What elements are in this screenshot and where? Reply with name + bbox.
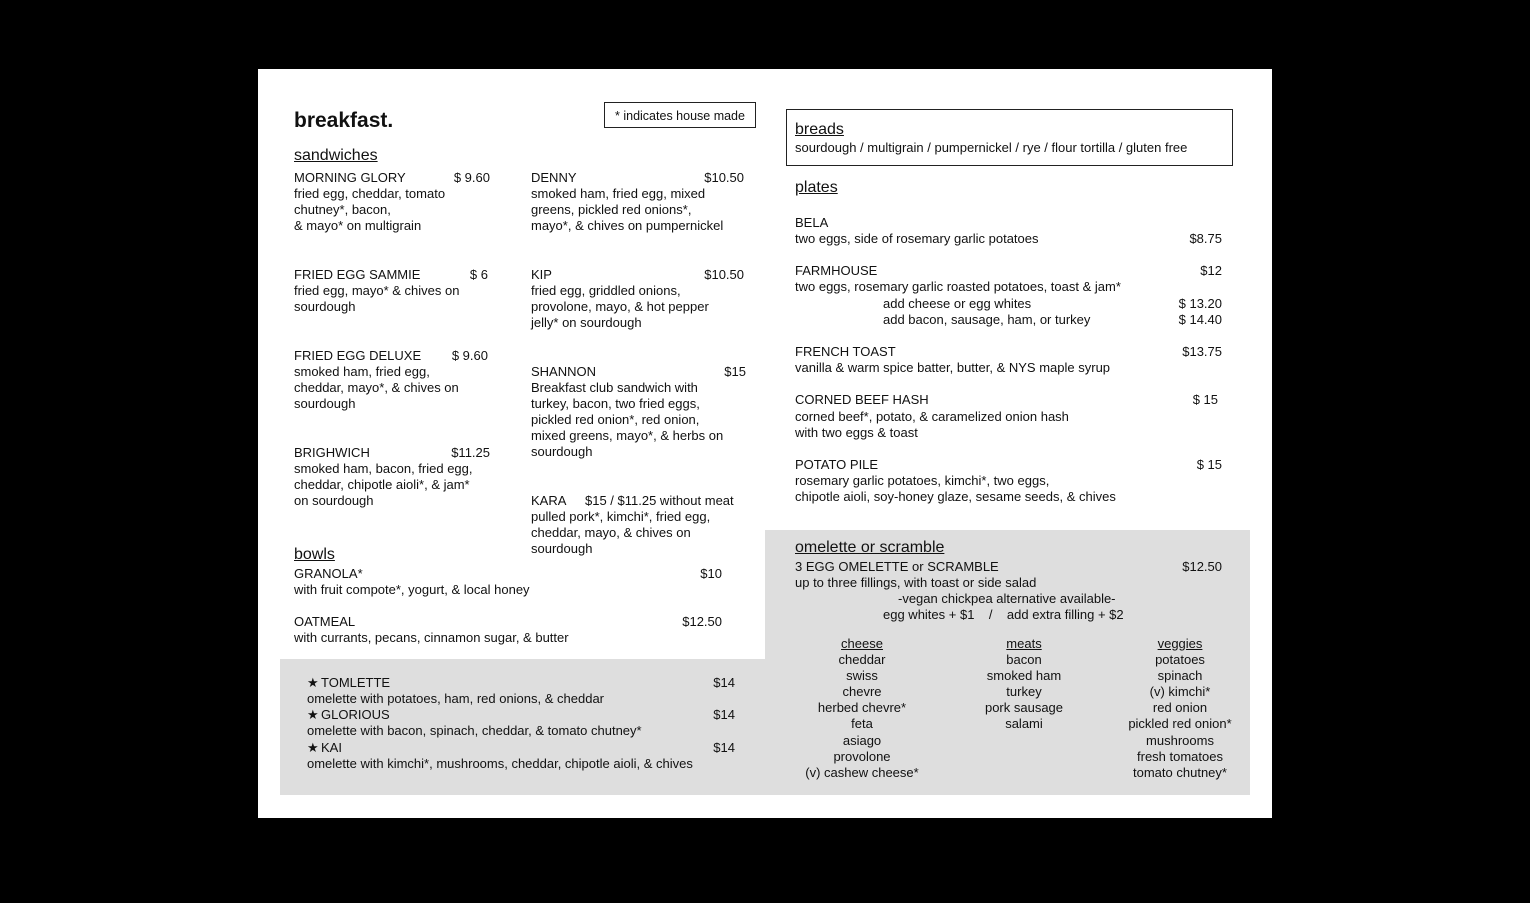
addon-price: $ 13.20 bbox=[1178, 296, 1222, 311]
item-desc: cheddar, chipotle aioli*, & jam* bbox=[294, 477, 470, 492]
item-name: FARMHOUSE bbox=[795, 263, 878, 278]
veggies-heading: veggies bbox=[1157, 636, 1203, 651]
addon-price: $ 14.40 bbox=[1178, 312, 1222, 327]
item-price: $ 15 bbox=[1196, 457, 1222, 472]
cheese-item: swiss bbox=[846, 668, 878, 683]
item-desc: with fruit compote*, yogurt, & local honey bbox=[294, 582, 530, 597]
extras-note: egg whites + $1 / add extra filling + $2 bbox=[883, 607, 1124, 622]
item-name: GRANOLA* bbox=[294, 566, 363, 581]
item-name: FRIED EGG DELUXE bbox=[294, 348, 422, 363]
veggie-item: mushrooms bbox=[1146, 733, 1214, 748]
item-name: KARA bbox=[531, 493, 567, 508]
veggie-item: red onion bbox=[1152, 700, 1208, 715]
item-price: $14 bbox=[713, 740, 735, 755]
breads-heading: breads bbox=[795, 121, 844, 138]
cheese-heading: cheese bbox=[841, 636, 883, 651]
item-price: $ 9.60 bbox=[453, 170, 490, 185]
item-price: $8.75 bbox=[1189, 231, 1222, 246]
breads-list: sourdough / multigrain / pumpernickel / rye / flour tortilla / gluten free bbox=[795, 140, 1188, 155]
item-desc: with two eggs & toast bbox=[795, 425, 918, 440]
item-desc: jelly* on sourdough bbox=[531, 315, 642, 330]
cheese-item: feta bbox=[851, 716, 873, 731]
item-desc: cheddar, mayo*, & chives on bbox=[294, 380, 459, 395]
house-made-note: * indicates house made bbox=[615, 109, 745, 123]
item-desc: chipotle aioli, soy-honey glaze, sesame seeds, & chives bbox=[795, 489, 1116, 504]
item-desc: fried egg, cheddar, tomato bbox=[294, 186, 446, 201]
item-desc: up to three fillings, with toast or side salad bbox=[795, 575, 1037, 590]
item-desc: omelette with kimchi*, mushrooms, cheddar, chipotle aioli, & chives bbox=[307, 756, 693, 771]
item-desc: smoked ham, bacon, fried egg, bbox=[294, 461, 473, 476]
item-desc: sourdough bbox=[294, 299, 356, 314]
item-name: SHANNON bbox=[531, 364, 597, 379]
meats-heading: meats bbox=[1006, 636, 1042, 651]
meat-item: smoked ham bbox=[986, 668, 1062, 683]
item-desc: omelette with bacon, spinach, cheddar, & tomato chutney* bbox=[307, 723, 642, 738]
meat-item: salami bbox=[1005, 716, 1043, 731]
cheese-item: provolone bbox=[833, 749, 891, 764]
veggie-item: potatoes bbox=[1155, 652, 1205, 667]
bowls-heading: bowls bbox=[294, 546, 335, 563]
item-desc: sourdough bbox=[531, 444, 593, 459]
item-desc: vanilla & warm spice batter, butter, & NYS maple syrup bbox=[795, 360, 1111, 375]
item-desc: greens, pickled red onions*, bbox=[531, 202, 692, 217]
item-name: KAI bbox=[321, 740, 342, 755]
item-desc: rosemary garlic potatoes, kimchi*, two eggs, bbox=[795, 473, 1050, 488]
veggie-item: (v) kimchi* bbox=[1149, 684, 1211, 699]
veggie-item: fresh tomatoes bbox=[1137, 749, 1223, 764]
item-price: $14 bbox=[713, 675, 735, 690]
veggie-item: pickled red onion* bbox=[1128, 716, 1232, 731]
addon-desc: add cheese or egg whites bbox=[883, 296, 1032, 311]
item-name: BRIGHWICH bbox=[294, 445, 370, 460]
veggie-item: spinach bbox=[1157, 668, 1203, 683]
breads-box bbox=[786, 109, 1233, 166]
item-name: FRENCH TOAST bbox=[795, 344, 896, 359]
item-desc: smoked ham, fried egg, mixed bbox=[531, 186, 706, 201]
item-desc: fried egg, griddled onions, bbox=[531, 283, 681, 298]
item-desc: chutney*, bacon, bbox=[294, 202, 391, 217]
item-desc: two eggs, side of rosemary garlic potatoes bbox=[795, 231, 1039, 246]
cheese-item: cheddar bbox=[838, 652, 886, 667]
sandwiches-heading: sandwiches bbox=[294, 147, 378, 164]
item-desc: smoked ham, fried egg, bbox=[294, 364, 430, 379]
item-price: $12 bbox=[1200, 263, 1222, 278]
item-price: $ 15 bbox=[1192, 392, 1218, 407]
omelette-heading: omelette or scramble bbox=[795, 539, 945, 556]
cheese-item: (v) cashew cheese* bbox=[805, 765, 919, 780]
item-name: TOMLETTE bbox=[321, 675, 391, 690]
item-name: FRIED EGG SAMMIE bbox=[294, 267, 421, 282]
item-desc: pickled red onion*, red onion, bbox=[531, 412, 700, 427]
meat-item: pork sausage bbox=[984, 700, 1064, 715]
item-desc: cheddar, mayo, & chives on bbox=[531, 525, 691, 540]
item-desc: Breakfast club sandwich with bbox=[531, 380, 698, 395]
item-desc: two eggs, rosemary garlic roasted potatoes, toast & jam* bbox=[795, 279, 1121, 294]
item-name: CORNED BEEF HASH bbox=[795, 392, 929, 407]
cheese-item: asiago bbox=[842, 733, 882, 748]
item-desc: mayo*, & chives on pumpernickel bbox=[531, 218, 724, 233]
star-icon: ★ bbox=[307, 675, 319, 690]
item-price: $10 bbox=[700, 566, 722, 581]
item-name: OATMEAL bbox=[294, 614, 356, 629]
cheese-item: chevre bbox=[842, 684, 882, 699]
item-price: $10.50 bbox=[704, 170, 744, 185]
item-desc: mixed greens, mayo*, & herbs on bbox=[531, 428, 724, 443]
item-price: $13.75 bbox=[1182, 344, 1222, 359]
item-price: $10.50 bbox=[704, 267, 744, 282]
star-icon: ★ bbox=[307, 740, 319, 755]
item-price: $15 bbox=[724, 364, 746, 379]
item-desc: turkey, bacon, two fried eggs, bbox=[531, 396, 700, 411]
item-name: MORNING GLORY bbox=[294, 170, 406, 185]
item-desc: & mayo* on multigrain bbox=[294, 218, 422, 233]
star-icon: ★ bbox=[307, 707, 319, 722]
meat-item: turkey bbox=[1006, 684, 1042, 699]
item-desc: fried egg, mayo* & chives on bbox=[294, 283, 460, 298]
plates-heading: plates bbox=[795, 179, 838, 196]
menu-page bbox=[258, 69, 1272, 818]
item-desc: on sourdough bbox=[294, 493, 374, 508]
addon-desc: add bacon, sausage, ham, or turkey bbox=[883, 312, 1091, 327]
item-price: $12.50 bbox=[1182, 559, 1222, 574]
item-price: $14 bbox=[713, 707, 735, 722]
item-name: BELA bbox=[795, 215, 829, 230]
vegan-note: -vegan chickpea alternative available- bbox=[898, 591, 1116, 606]
item-name: KIP bbox=[531, 267, 552, 282]
meat-item: bacon bbox=[1006, 652, 1042, 667]
item-price: $ 9.60 bbox=[451, 348, 488, 363]
item-desc: corned beef*, potato, & caramelized onion hash bbox=[795, 409, 1069, 424]
item-name: DENNY bbox=[531, 170, 577, 185]
menu-title: breakfast. bbox=[294, 109, 394, 132]
item-name: POTATO PILE bbox=[795, 457, 879, 472]
item-price: $11.25 bbox=[451, 445, 490, 460]
item-price: $12.50 bbox=[682, 614, 722, 629]
veggie-item: tomato chutney* bbox=[1133, 765, 1227, 780]
item-desc: omelette with potatoes, ham, red onions, & cheddar bbox=[307, 691, 605, 706]
item-desc: sourdough bbox=[531, 541, 593, 556]
item-desc: pulled pork*, kimchi*, fried egg, bbox=[531, 509, 711, 524]
item-desc: provolone, mayo, & hot pepper bbox=[531, 299, 709, 314]
item-desc: with currants, pecans, cinnamon sugar, & butter bbox=[294, 630, 569, 645]
cheese-item: herbed chevre* bbox=[817, 700, 907, 715]
item-desc: sourdough bbox=[294, 396, 356, 411]
item-price: $15 / $11.25 without meat bbox=[585, 493, 734, 508]
item-name: 3 EGG OMELETTE or SCRAMBLE bbox=[795, 559, 999, 574]
item-price: $ 6 bbox=[469, 267, 488, 282]
item-name: GLORIOUS bbox=[321, 707, 390, 722]
